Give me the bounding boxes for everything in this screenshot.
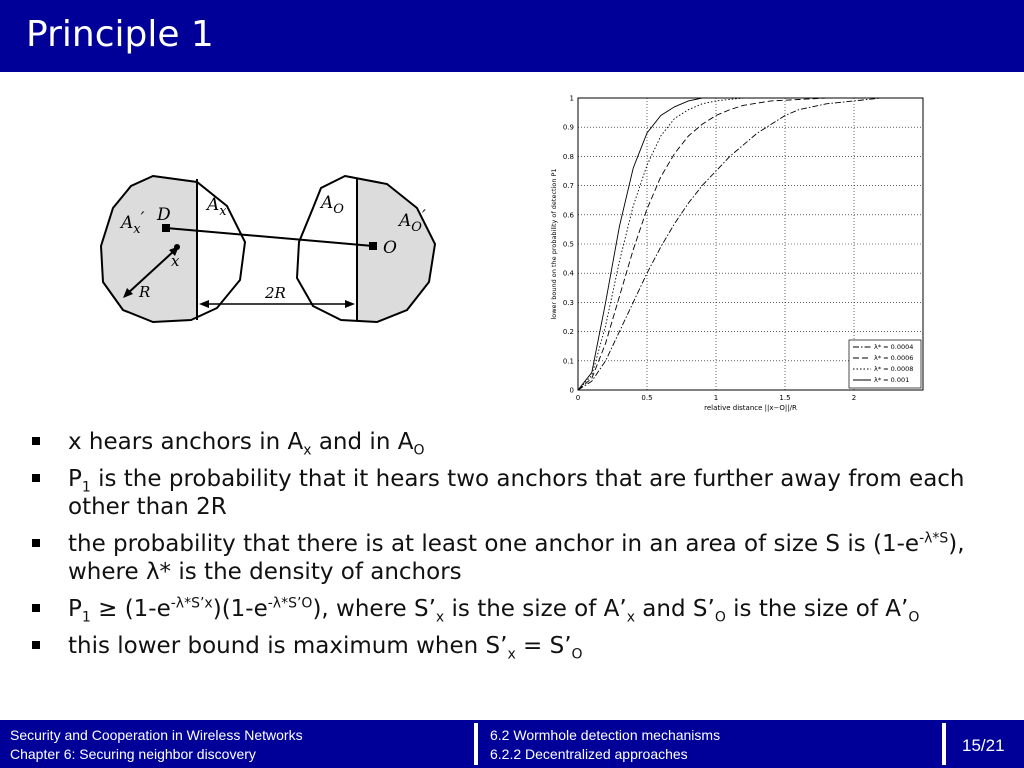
label-d: D [157, 205, 171, 225]
bullet-3: the probability that there is at least one anchor in an area of size S is $(1-e^{-\lambda*S})$, where λ* is the density of anchors [30, 530, 990, 586]
x-tick-label: 0.5 [641, 394, 653, 402]
bullet-marker [32, 641, 40, 649]
footer-chapter: Chapter 6: Securing neighbor discovery [10, 746, 256, 762]
node-o [369, 242, 377, 250]
footer-page [946, 720, 1024, 768]
bullet-1: x hears anchors in $A_x$ and in $A_O$ [30, 428, 990, 456]
bullet-marker [32, 604, 40, 612]
anchor-diagram [95, 170, 465, 330]
series-line-3 [578, 98, 895, 390]
slide-title: Principle 1 [26, 14, 214, 55]
legend-entry: λ* = 0.001 [874, 376, 910, 384]
y-tick-label: 0.9 [562, 123, 574, 132]
series-line-2 [578, 98, 895, 390]
bullet-2: $P_1$ is the probability that it hears two anchors that are further away from each other than 2R [30, 465, 990, 521]
legend-entry: λ* = 0.0008 [874, 365, 914, 373]
chart-y-label: lower bound on the probability of detection P1 [550, 168, 558, 320]
legend-entry: λ* = 0.0006 [874, 354, 914, 362]
label-ao-prime: $A_O'$ [399, 207, 426, 235]
y-tick-label: 0.8 [562, 152, 574, 161]
legend-entry: λ* = 0.0004 [874, 343, 914, 351]
x-tick-label: 1 [713, 394, 719, 402]
bullet-list [30, 428, 990, 669]
y-tick-label: 1 [569, 94, 574, 103]
bullet-4: $P_1 \ge (1-e^{-\lambda*S’x})(1-e^{-\lambda*S’O})$, where $S’_x$ is the size of $A’_x$ and $S’_O$ is the size of $A’_O$ [30, 595, 990, 623]
label-ax-prime: $A_x'$ [121, 209, 145, 237]
chart-x-label: relative distance ||x−O||/R [704, 404, 797, 412]
series-line-1 [578, 98, 895, 390]
label-x: x [171, 252, 180, 270]
y-tick-label: 0.5 [562, 240, 574, 249]
bullet-marker [32, 437, 40, 445]
y-tick-label: 0.3 [562, 298, 574, 307]
label-ao: $A_O$ [321, 193, 344, 217]
y-tick-label: 0.6 [562, 211, 574, 220]
x-tick-label: 0 [575, 394, 581, 402]
footer-section-title: 6.2 Wormhole detection mechanisms [490, 727, 721, 743]
y-tick-label: 0.4 [562, 269, 574, 278]
footer-course [0, 720, 474, 768]
footer-bar [0, 720, 1024, 768]
bullet-marker [32, 474, 40, 482]
label-ax: $A_x$ [207, 195, 227, 219]
footer-section [480, 720, 942, 768]
probability-chart [540, 90, 960, 415]
x-tick-label: 1.5 [779, 394, 791, 402]
label-2r: 2R [265, 284, 286, 302]
bullet-marker [32, 539, 40, 547]
node-d [162, 224, 170, 232]
label-o: O [383, 238, 397, 258]
footer-subsection: 6.2.2 Decentralized approaches [490, 746, 688, 762]
y-tick-label: 0.2 [562, 328, 574, 337]
x-tick-label: 2 [851, 394, 857, 402]
page-number: 15/21 [962, 736, 1005, 755]
y-tick-label: 0.7 [562, 182, 574, 191]
footer-divider [474, 723, 478, 765]
title-bar [0, 0, 1024, 72]
y-tick-label: 0 [569, 386, 574, 395]
y-tick-label: 0.1 [562, 357, 574, 366]
bullet-5: this lower bound is maximum when $S’_x$ = $S’_O$ [30, 632, 990, 660]
label-r: R [139, 283, 151, 301]
series-line-4 [578, 98, 895, 390]
footer-course-title: Security and Cooperation in Wireless Networks [10, 727, 303, 743]
